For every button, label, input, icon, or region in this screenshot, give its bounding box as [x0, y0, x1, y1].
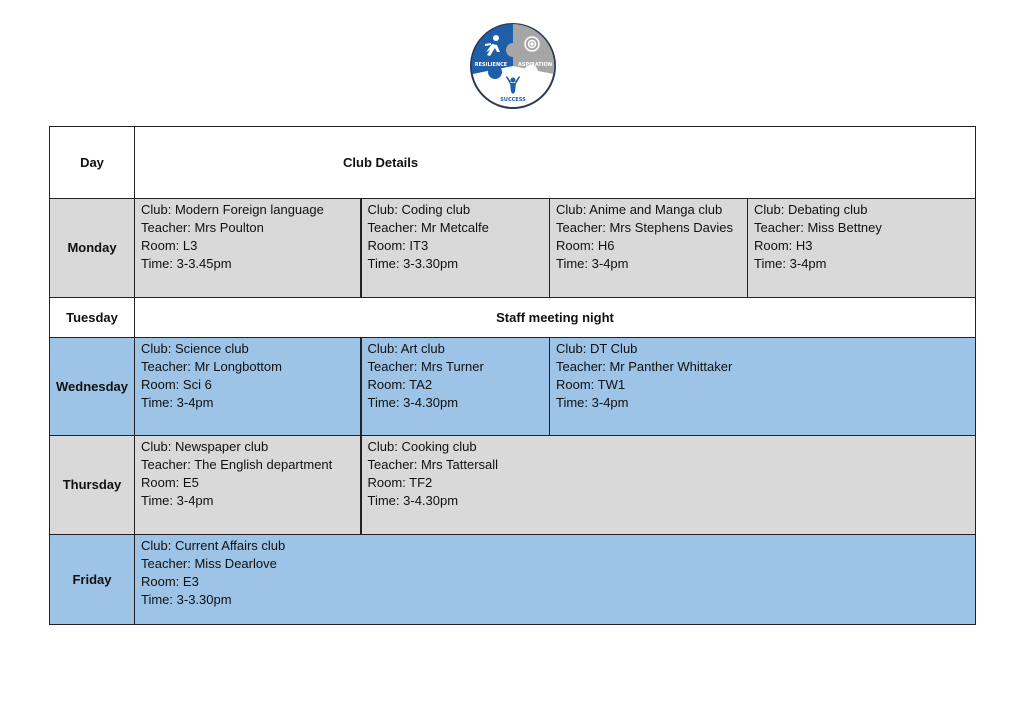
club-room: Room: E3	[141, 574, 199, 589]
club-cell	[550, 199, 748, 298]
header-club-details	[135, 127, 976, 199]
club-room: Room: TA2	[367, 377, 433, 392]
club-cell	[135, 436, 361, 535]
club-cell	[748, 199, 976, 298]
club-room: Room: TF2	[367, 475, 433, 490]
club-room: Room: L3	[141, 238, 198, 253]
club-cell	[361, 436, 976, 535]
club-cell	[135, 199, 361, 298]
club-room: Room: IT3	[367, 238, 429, 253]
club-teacher: Teacher: Miss Dearlove	[141, 556, 277, 571]
club-cell	[361, 199, 550, 298]
club-teacher: Teacher: Mr Longbottom	[141, 359, 282, 374]
header-row	[50, 127, 976, 199]
table-row-monday	[50, 199, 976, 298]
club-time: Time: 3-4pm	[754, 256, 827, 271]
club-time: Time: 3-4.30pm	[367, 395, 459, 410]
club-name: Club: Debating club	[754, 202, 868, 217]
puzzle-logo-icon	[469, 22, 557, 110]
club-teacher: Teacher: Mrs Turner	[367, 359, 484, 374]
header-club-details-label: Club Details	[343, 154, 419, 170]
club-name: Club: Art club	[367, 341, 445, 356]
club-room: Room: TW1	[556, 377, 626, 392]
club-teacher: Teacher: Mr Metcalfe	[367, 220, 489, 235]
club-room: Room: E5	[141, 475, 199, 490]
club-timetable	[49, 126, 976, 625]
club-cell	[361, 338, 550, 436]
club-teacher: Teacher: The English department	[141, 457, 333, 472]
club-time: Time: 3-4pm	[141, 395, 214, 410]
club-cell	[135, 535, 976, 625]
logo-success-text: SUCCESS	[500, 97, 526, 103]
table-row-thursday	[50, 436, 976, 535]
table-row-tuesday	[50, 298, 976, 338]
day-monday: Monday	[50, 199, 135, 298]
club-teacher: Teacher: Mrs Tattersall	[367, 457, 499, 472]
club-name: Club: Newspaper club	[141, 439, 269, 454]
day-wednesday: Wednesday	[50, 338, 135, 436]
club-time: Time: 3-3.45pm	[141, 256, 232, 271]
club-name: Club: Coding club	[367, 202, 471, 217]
logo-aspiration-text: ASPIRATION	[517, 62, 553, 68]
club-cell	[550, 338, 976, 436]
club-name: Club: DT Club	[556, 341, 638, 356]
club-teacher: Teacher: Mrs Stephens Davies	[556, 220, 734, 235]
day-friday: Friday	[50, 535, 135, 625]
day-thursday: Thursday	[50, 436, 135, 535]
club-time: Time: 3-3.30pm	[367, 256, 459, 271]
table-row-friday	[50, 535, 976, 625]
club-name: Club: Science club	[141, 341, 249, 356]
club-name: Club: Cooking club	[367, 439, 477, 454]
club-time: Time: 3-3.30pm	[141, 592, 232, 607]
logo-resilience-text: RESILIENCE	[474, 62, 508, 68]
club-time: Time: 3-4pm	[556, 395, 629, 410]
club-teacher: Teacher: Miss Bettney	[754, 220, 882, 235]
club-teacher: Teacher: Mrs Poulton	[141, 220, 264, 235]
club-time: Time: 3-4pm	[141, 493, 214, 508]
club-room: Room: Sci 6	[141, 377, 212, 392]
club-name: Club: Modern Foreign language	[141, 202, 324, 217]
school-logo	[469, 22, 557, 110]
header-day: Day	[50, 127, 135, 199]
club-time: Time: 3-4.30pm	[367, 493, 459, 508]
table-row-wednesday	[50, 338, 976, 436]
day-tuesday: Tuesday	[50, 298, 135, 338]
club-name: Club: Current Affairs club	[141, 538, 286, 553]
club-name: Club: Anime and Manga club	[556, 202, 723, 217]
club-teacher: Teacher: Mr Panther Whittaker	[556, 359, 733, 374]
club-room: Room: H3	[754, 238, 813, 253]
staff-meeting-note: Staff meeting night	[135, 298, 976, 338]
club-cell	[135, 338, 361, 436]
club-time: Time: 3-4pm	[556, 256, 629, 271]
club-room: Room: H6	[556, 238, 615, 253]
